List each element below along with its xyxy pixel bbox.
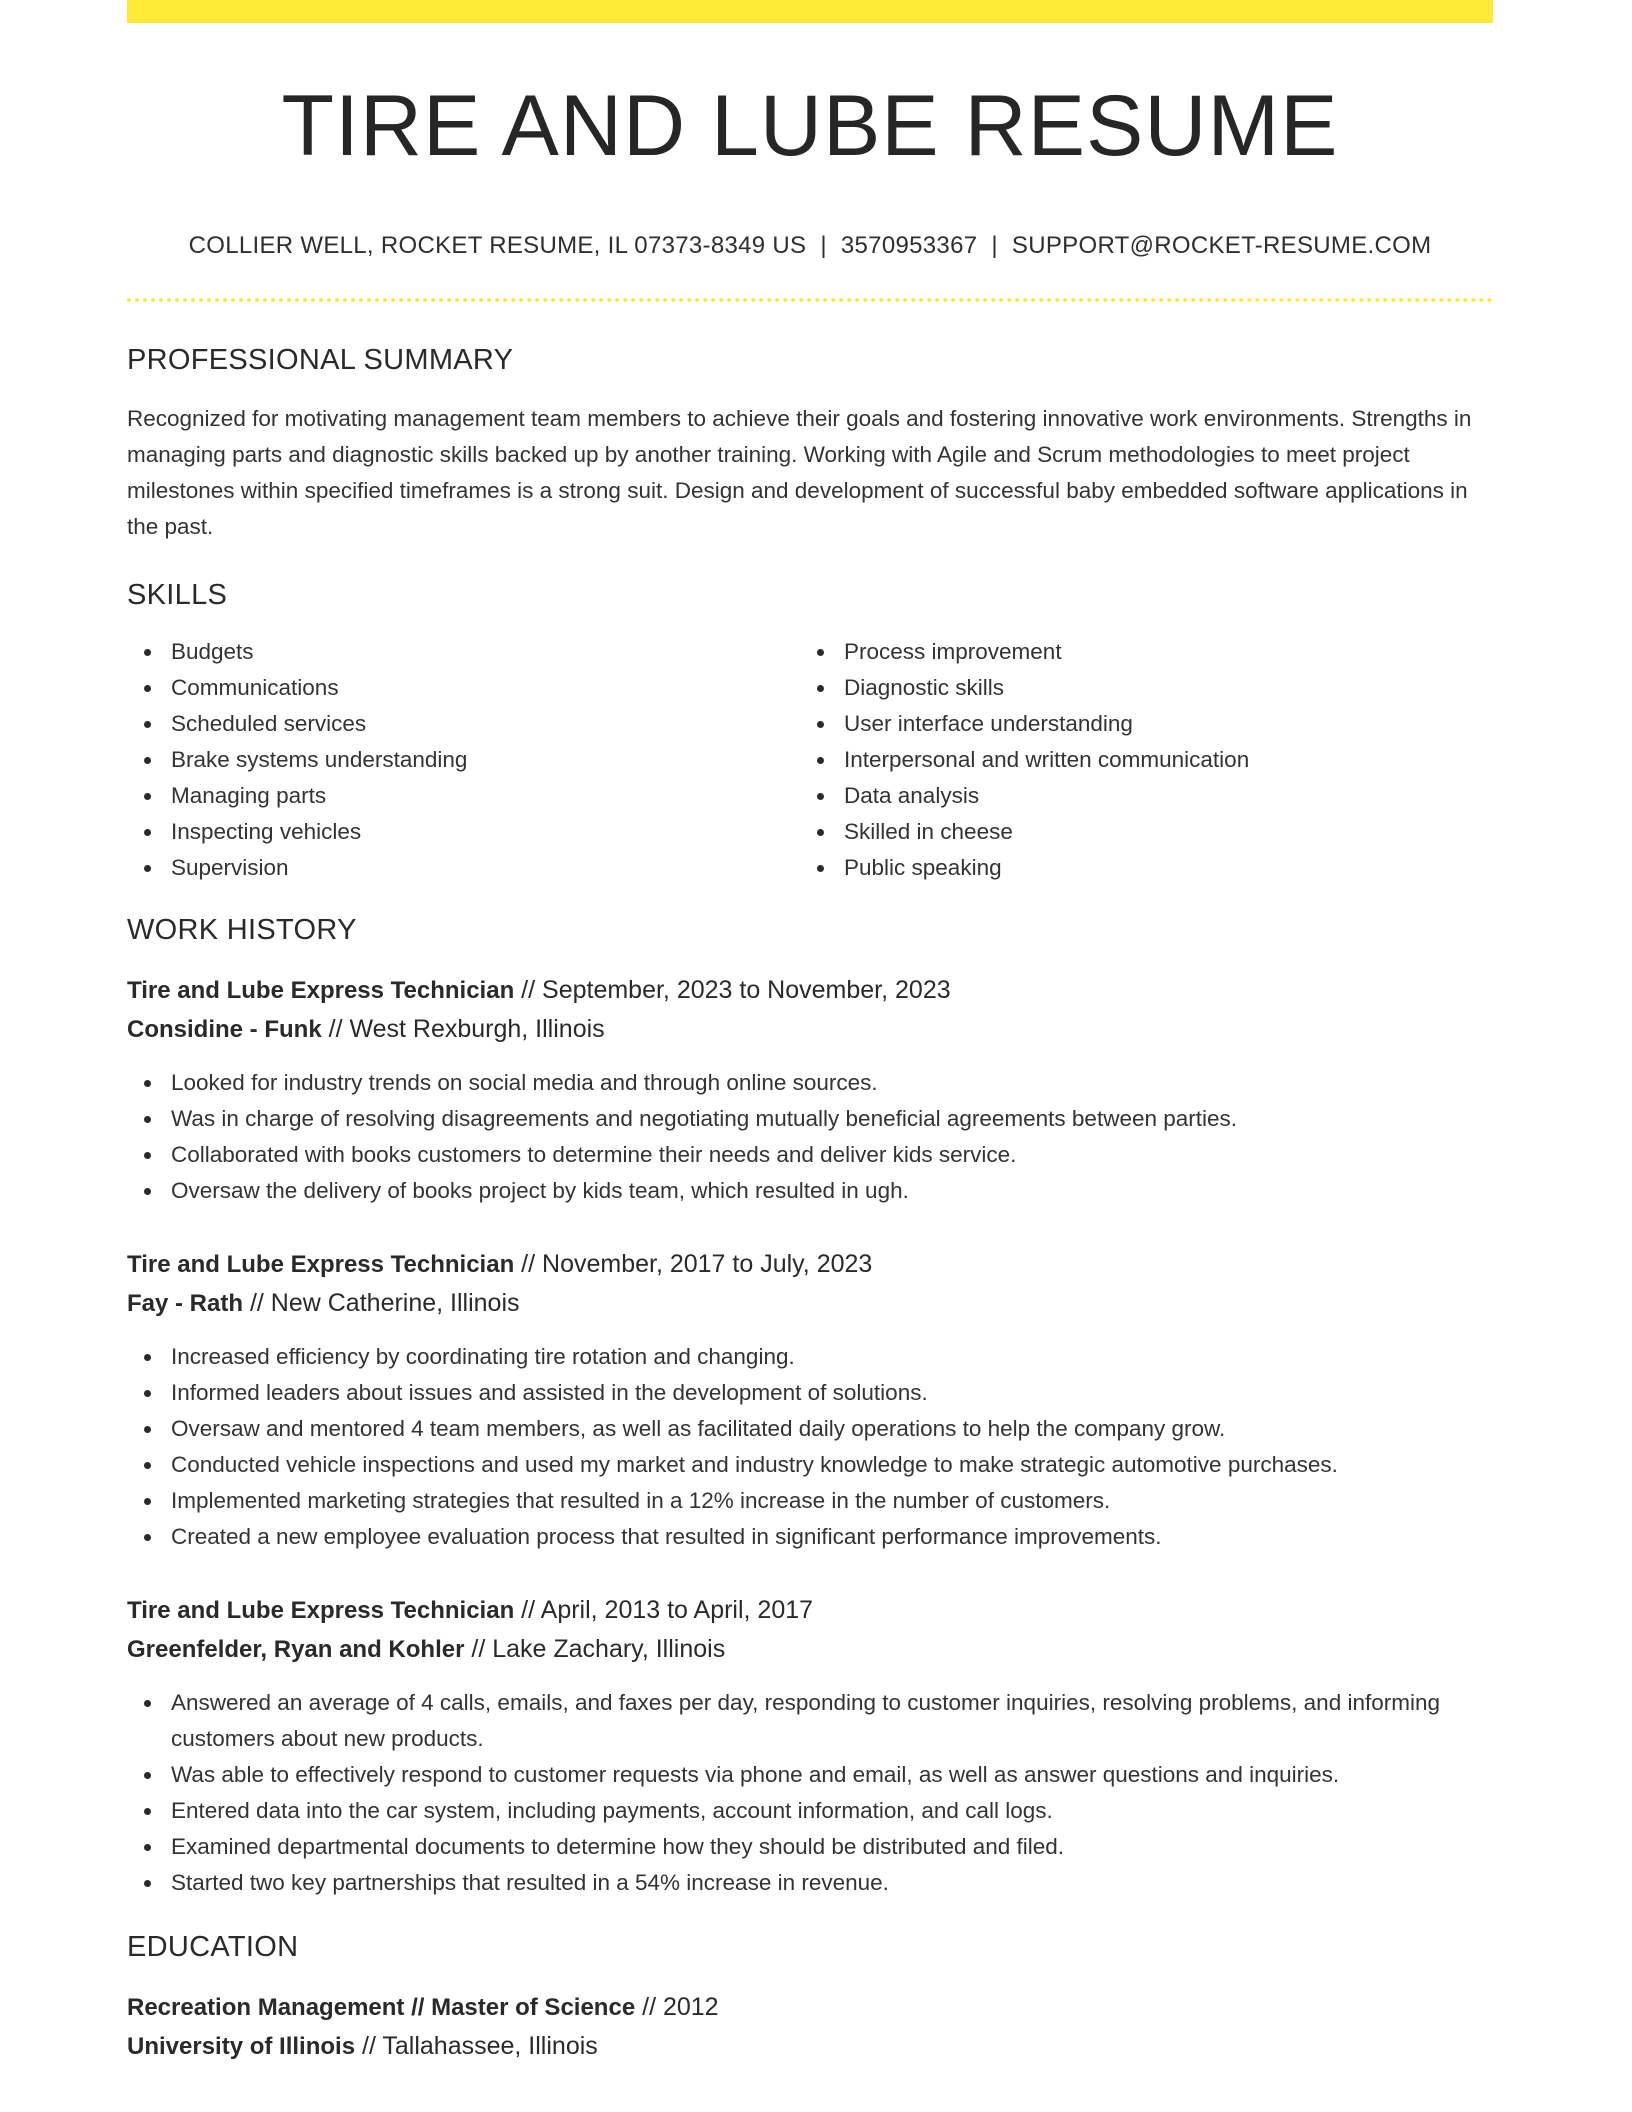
education-location: // Tallahassee, Illinois bbox=[355, 2032, 598, 2060]
job-bullets bbox=[127, 1685, 1493, 1901]
job-bullet: Examined departmental documents to determine how they should be distributed and filed. bbox=[127, 1829, 1493, 1865]
contact-email: SUPPORT@ROCKET-RESUME.COM bbox=[1011, 232, 1432, 259]
education-school-line bbox=[127, 2027, 1493, 2066]
job-location: // New Catherine, Illinois bbox=[243, 1289, 520, 1317]
job-bullets bbox=[127, 1339, 1493, 1555]
job-dates: // September, 2023 to November, 2023 bbox=[514, 976, 951, 1004]
job-company-line bbox=[127, 1630, 1493, 1669]
job-bullet: Oversaw the delivery of books project by kids team, which resulted in ugh. bbox=[127, 1173, 1493, 1209]
job-bullet: Oversaw and mentored 4 team members, as well as facilitated daily operations to help the company grow. bbox=[127, 1411, 1493, 1447]
skills-column-left bbox=[127, 634, 800, 886]
job-entry bbox=[127, 1245, 1493, 1555]
skills-heading: SKILLS bbox=[127, 579, 228, 611]
contact-phone: 3570953367 bbox=[840, 232, 978, 259]
job-entry bbox=[127, 971, 1493, 1209]
resume-title: TIRE AND LUBE RESUME bbox=[281, 78, 1339, 174]
contact-separator: | bbox=[820, 232, 827, 259]
job-company: Greenfelder, Ryan and Kohler bbox=[127, 1636, 465, 1663]
skill-item: Skilled in cheese bbox=[800, 814, 1473, 850]
skill-item: Supervision bbox=[127, 850, 800, 886]
job-bullets bbox=[127, 1065, 1493, 1209]
job-bullet: Conducted vehicle inspections and used my market and industry knowledge to make strategic automotive purchases. bbox=[127, 1447, 1493, 1483]
job-title-line bbox=[127, 1245, 1493, 1284]
education-year: // 2012 bbox=[635, 1993, 719, 2021]
contact-address: COLLIER WELL, ROCKET RESUME, IL 07373-8349 US bbox=[188, 232, 807, 259]
contact-separator: | bbox=[991, 232, 998, 259]
job-title: Tire and Lube Express Technician bbox=[127, 1597, 515, 1624]
skill-item: User interface understanding bbox=[800, 706, 1473, 742]
job-title-line bbox=[127, 971, 1493, 1010]
skills-column-right bbox=[800, 634, 1473, 886]
job-bullet: Entered data into the car system, including payments, account information, and call logs. bbox=[127, 1793, 1493, 1829]
job-dates: // April, 2013 to April, 2017 bbox=[514, 1596, 814, 1624]
job-entry bbox=[127, 1591, 1493, 1901]
contact-line bbox=[127, 232, 1493, 260]
job-location: // Lake Zachary, Illinois bbox=[464, 1635, 726, 1663]
summary-text: Recognized for motivating management team members to achieve their goals and fostering innovative work environments. Strengths in managing parts and diagnostic skills backed up by another training. Working with Agile and Scrum methodologies to meet project milestones within specified timeframes is a strong suit. Design and development of successful baby embedded software applications in the past. bbox=[127, 406, 1472, 539]
job-bullet: Increased efficiency by coordinating tire rotation and changing. bbox=[127, 1339, 1493, 1375]
job-company: Fay - Rath bbox=[127, 1290, 244, 1317]
skill-item: Budgets bbox=[127, 634, 800, 670]
job-bullet: Was in charge of resolving disagreements and negotiating mutually beneficial agreements between parties. bbox=[127, 1101, 1493, 1137]
dotted-divider bbox=[127, 298, 1493, 302]
skill-item: Interpersonal and written communication bbox=[800, 742, 1473, 778]
job-company-line bbox=[127, 1284, 1493, 1323]
education-degree-line bbox=[127, 1988, 1493, 2027]
job-location: // West Rexburgh, Illinois bbox=[321, 1015, 605, 1043]
skills-list bbox=[127, 634, 1493, 886]
skill-item: Public speaking bbox=[800, 850, 1473, 886]
job-company-line bbox=[127, 1010, 1493, 1049]
summary-heading: PROFESSIONAL SUMMARY bbox=[127, 344, 514, 376]
skill-item: Inspecting vehicles bbox=[127, 814, 800, 850]
education-entry bbox=[127, 1988, 1493, 2066]
job-title-line bbox=[127, 1591, 1493, 1630]
job-bullet: Created a new employee evaluation process that resulted in significant performance improvements. bbox=[127, 1519, 1493, 1555]
skill-item: Brake systems understanding bbox=[127, 742, 800, 778]
job-company: Considine - Funk bbox=[127, 1016, 322, 1043]
education-heading: EDUCATION bbox=[127, 1931, 299, 1963]
job-bullet: Answered an average of 4 calls, emails, and faxes per day, responding to customer inquiries, resolving problems, and informing customers about new products. bbox=[127, 1685, 1493, 1757]
skill-item: Managing parts bbox=[127, 778, 800, 814]
job-bullet: Looked for industry trends on social media and through online sources. bbox=[127, 1065, 1493, 1101]
resume-page bbox=[127, 0, 1493, 2066]
skill-item: Communications bbox=[127, 670, 800, 706]
job-bullet: Was able to effectively respond to customer requests via phone and email, as well as answer questions and inquiries. bbox=[127, 1757, 1493, 1793]
job-bullet: Informed leaders about issues and assisted in the development of solutions. bbox=[127, 1375, 1493, 1411]
job-bullet: Implemented marketing strategies that resulted in a 12% increase in the number of customers. bbox=[127, 1483, 1493, 1519]
work-history-heading: WORK HISTORY bbox=[127, 914, 357, 946]
job-dates: // November, 2017 to July, 2023 bbox=[514, 1250, 873, 1278]
education-degree: Recreation Management // Master of Science bbox=[127, 1994, 636, 2021]
skill-item: Data analysis bbox=[800, 778, 1473, 814]
skill-item: Diagnostic skills bbox=[800, 670, 1473, 706]
education-school: University of Illinois bbox=[127, 2033, 356, 2060]
skill-item: Scheduled services bbox=[127, 706, 800, 742]
job-title: Tire and Lube Express Technician bbox=[127, 1251, 515, 1278]
accent-bar bbox=[127, 0, 1493, 23]
job-title: Tire and Lube Express Technician bbox=[127, 977, 515, 1004]
skill-item: Process improvement bbox=[800, 634, 1473, 670]
job-bullet: Collaborated with books customers to determine their needs and deliver kids service. bbox=[127, 1137, 1493, 1173]
job-bullet: Started two key partnerships that resulted in a 54% increase in revenue. bbox=[127, 1865, 1493, 1901]
